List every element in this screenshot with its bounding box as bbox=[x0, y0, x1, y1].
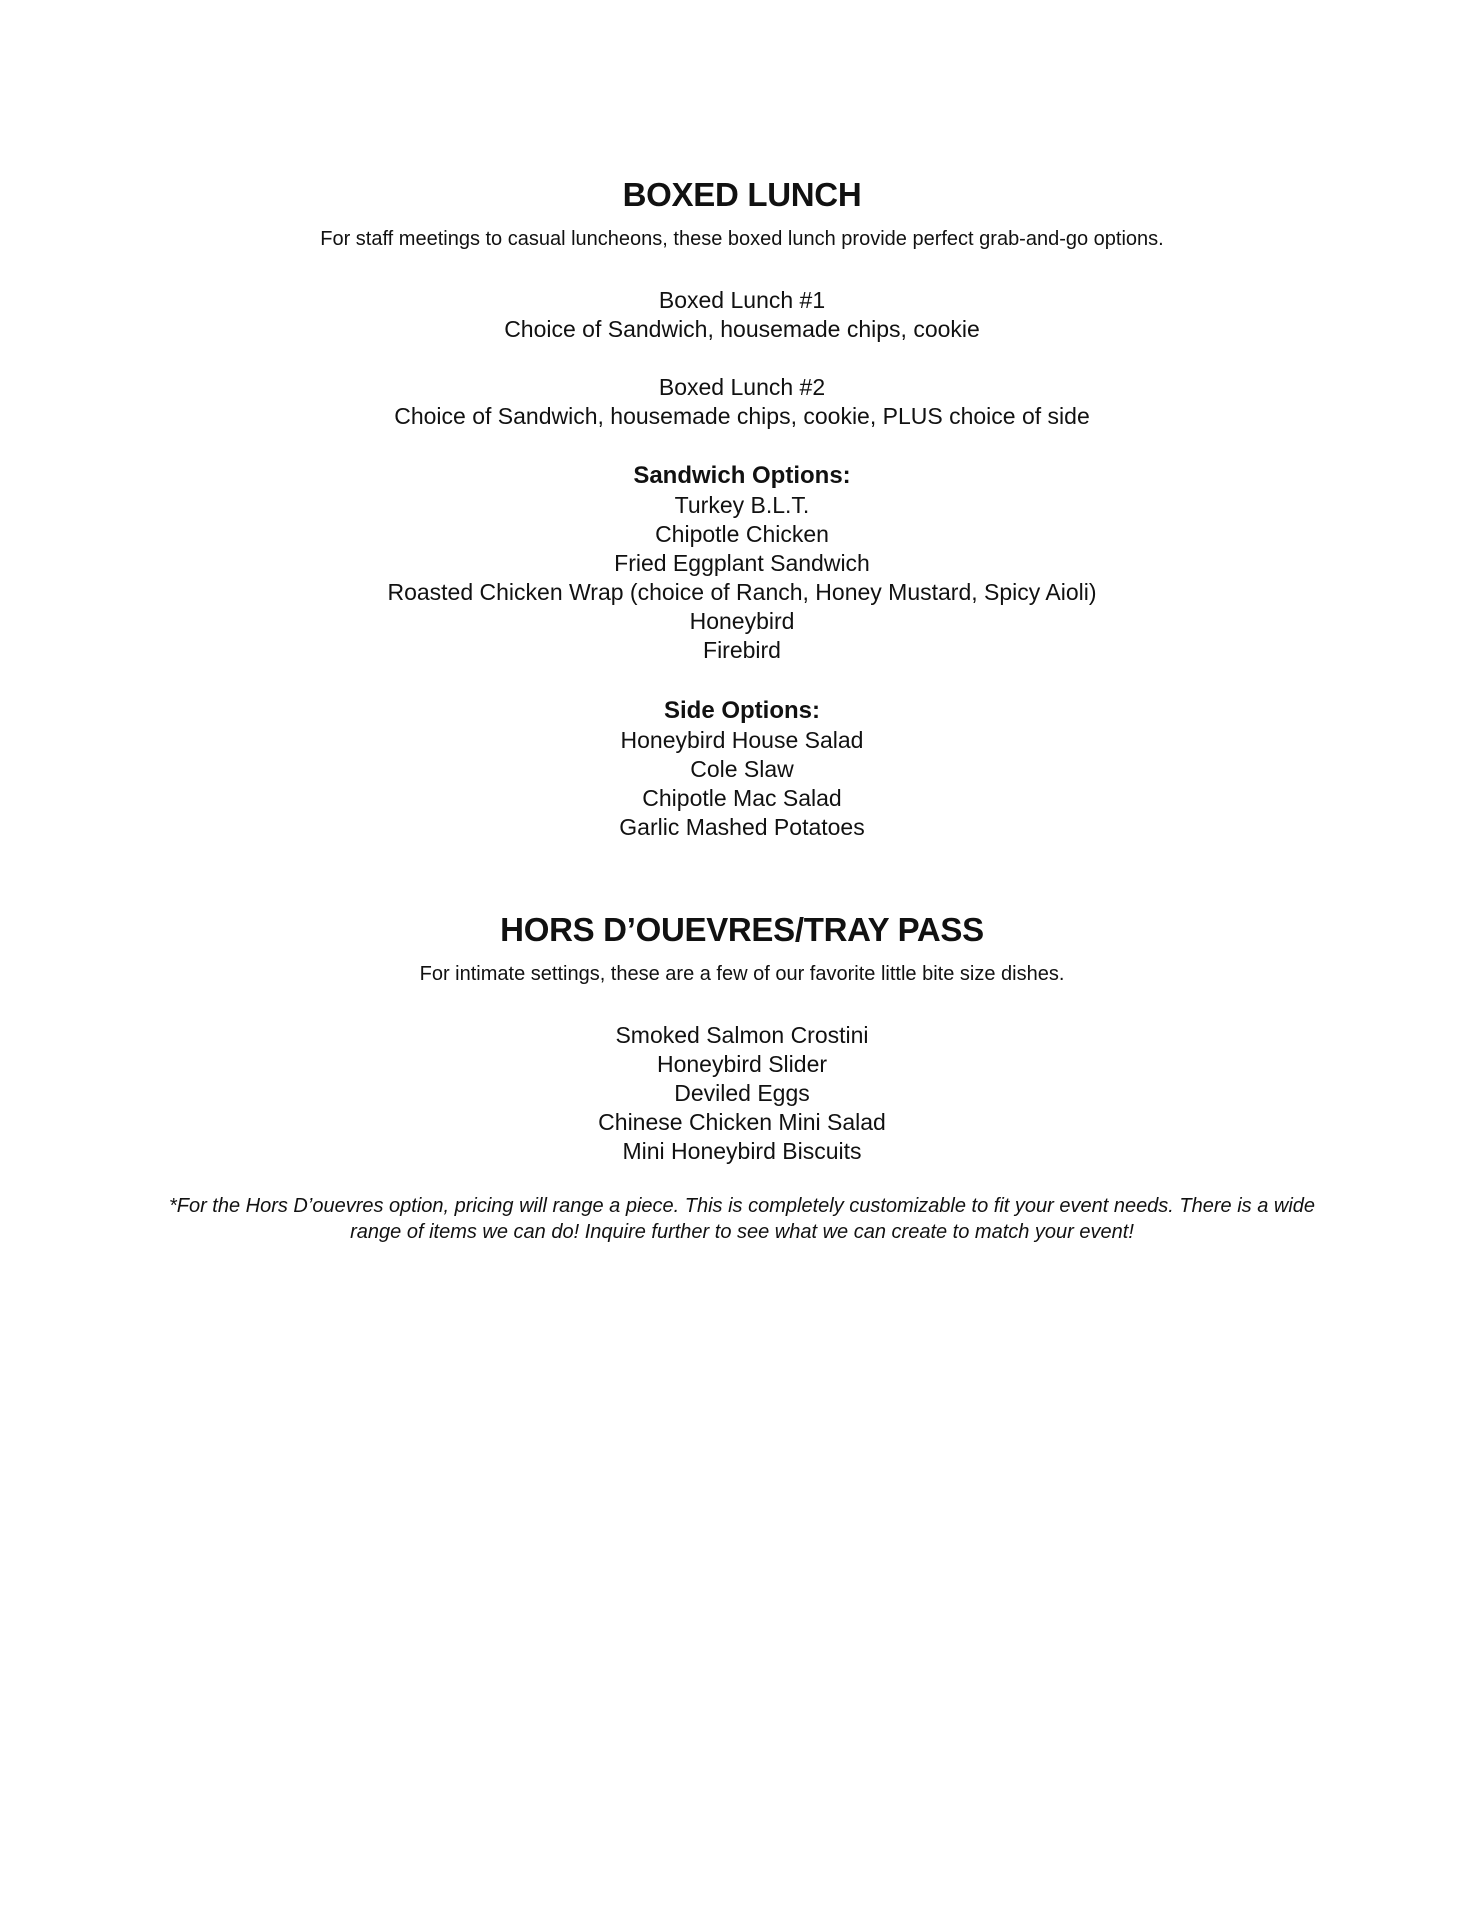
sandwich-item: Fried Eggplant Sandwich bbox=[614, 550, 870, 576]
hors-item: Smoked Salmon Crostini bbox=[615, 1022, 869, 1048]
hors-intro: For intimate settings, these are a few of our favorite little bite size dishes. bbox=[419, 963, 1065, 985]
hors-item: Honeybird Slider bbox=[656, 1051, 828, 1077]
sandwich-item: Roasted Chicken Wrap (choice of Ranch, Honey Mustard, Spicy Aioli) bbox=[387, 579, 1097, 605]
boxed-lunch-option-2 bbox=[0, 373, 1484, 431]
sandwich-item: Chipotle Chicken bbox=[655, 521, 829, 547]
option-1-description: Choice of Sandwich, housemade chips, cookie bbox=[504, 316, 980, 342]
boxed-lunch-section bbox=[0, 175, 1484, 215]
hors-title: HORS D’OUEVRES/TRAY PASS bbox=[500, 911, 984, 948]
hors-pricing-note: *For the Hors D’ouevres option, pricing will range a piece. This is completely customizable to fit your event needs. There is a wide range of items we can do! Inquire further to see what we can create to match your event! bbox=[168, 1195, 1316, 1243]
side-item: Cole Slaw bbox=[690, 756, 794, 782]
sandwich-item: Honeybird bbox=[689, 608, 795, 634]
hors-item: Deviled Eggs bbox=[674, 1080, 810, 1106]
hors-item: Mini Honeybird Biscuits bbox=[622, 1138, 862, 1164]
side-item: Honeybird House Salad bbox=[620, 727, 864, 753]
sandwich-item: Turkey B.L.T. bbox=[674, 492, 810, 518]
boxed-lunch-intro: For staff meetings to casual luncheons, these boxed lunch provide perfect grab-and-go options. bbox=[320, 228, 1164, 250]
boxed-lunch-title: BOXED LUNCH bbox=[622, 176, 862, 213]
hors-items bbox=[0, 1021, 1484, 1166]
hors-item: Chinese Chicken Mini Salad bbox=[598, 1109, 886, 1135]
sandwich-options-heading: Sandwich Options: bbox=[633, 462, 851, 489]
side-options bbox=[0, 695, 1484, 842]
option-2-name: Boxed Lunch #2 bbox=[658, 374, 826, 400]
side-item: Chipotle Mac Salad bbox=[642, 785, 842, 811]
hors-section bbox=[0, 910, 1484, 950]
sandwich-item: Firebird bbox=[703, 637, 781, 663]
boxed-lunch-option-1 bbox=[0, 286, 1484, 344]
option-2-description: Choice of Sandwich, housemade chips, cookie, PLUS choice of side bbox=[394, 403, 1090, 429]
side-options-heading: Side Options: bbox=[664, 697, 820, 724]
side-item: Garlic Mashed Potatoes bbox=[619, 814, 865, 840]
sandwich-options bbox=[0, 460, 1484, 665]
option-1-name: Boxed Lunch #1 bbox=[658, 287, 826, 313]
